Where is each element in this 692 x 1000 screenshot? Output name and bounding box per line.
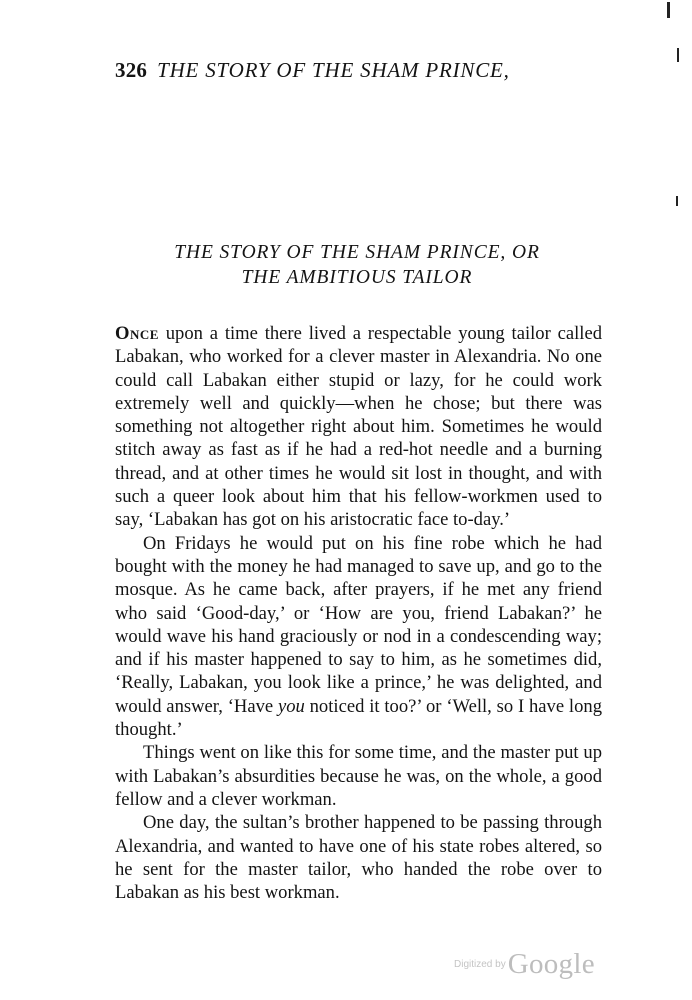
body-text: [115, 322, 602, 904]
scan-mark: [667, 2, 670, 18]
google-logo: Google: [507, 948, 595, 980]
page-number: 326: [115, 58, 148, 82]
chapter-title-line-1: THE STORY OF THE SHAM PRINCE, OR: [174, 242, 540, 263]
watermark-prefix: Digitized by: [454, 959, 506, 970]
paragraph-4: One day, the sultan’s brother happened to be passing through Alexandria, and wanted to have one of his state robes altered, so he sent for the master tailor, who handed the robe over to Labakan as his best workman.: [115, 812, 602, 904]
paragraph-1: [115, 322, 602, 532]
paragraph-2-text-b: noticed it too?’ or ‘Well, so I have long thought.’: [115, 695, 602, 741]
paragraph-2: [115, 532, 602, 742]
google-digitized-watermark: [454, 948, 595, 981]
scan-mark: [676, 196, 678, 206]
emphasized-word: you: [277, 695, 305, 717]
opening-word: Once: [115, 323, 159, 344]
paragraph-1-text: upon a time there lived a respectable young tailor called Labakan, who worked for a clever master in Alexandria. No one could call Labakan either stupid or lazy, for he could work extremely well and quickly—when he chose; but there was something not altogether right about him. Sometimes he would stitch away as fast as if he had a red-hot needle and a burning thread, and at other times he would sit lost in thought, and with such a queer look about him that his fellow-workmen used to say, ‘Labakan has got on his aristocratic face to-day.’: [115, 323, 602, 531]
scan-mark: [677, 48, 679, 62]
paragraph-2-text-a: On Fridays he would put on his fine robe which he had bought with the money he had managed to save up, and go to the mosque. As he came back, after prayers, if he met any friend who said ‘Good-day,’ or ‘How are you, friend Labakan?’ he would wave his hand graciously or nod in a condescending way; and if his master happened to say to him, as he sometimes did, ‘Really, Labakan, you look like a prince,’ he was delighted, and would answer, ‘Have: [115, 532, 602, 717]
chapter-title-line-2: THE AMBITIOUS TAILOR: [241, 267, 473, 288]
running-header: [115, 58, 510, 83]
paragraph-3: Things went on like this for some time, and the master put up with Labakan’s absurdities because he was, on the whole, a good fellow and a clever workman.: [115, 742, 602, 810]
chapter-title: [112, 240, 602, 290]
running-title: THE STORY OF THE SHAM PRINCE,: [157, 58, 510, 82]
